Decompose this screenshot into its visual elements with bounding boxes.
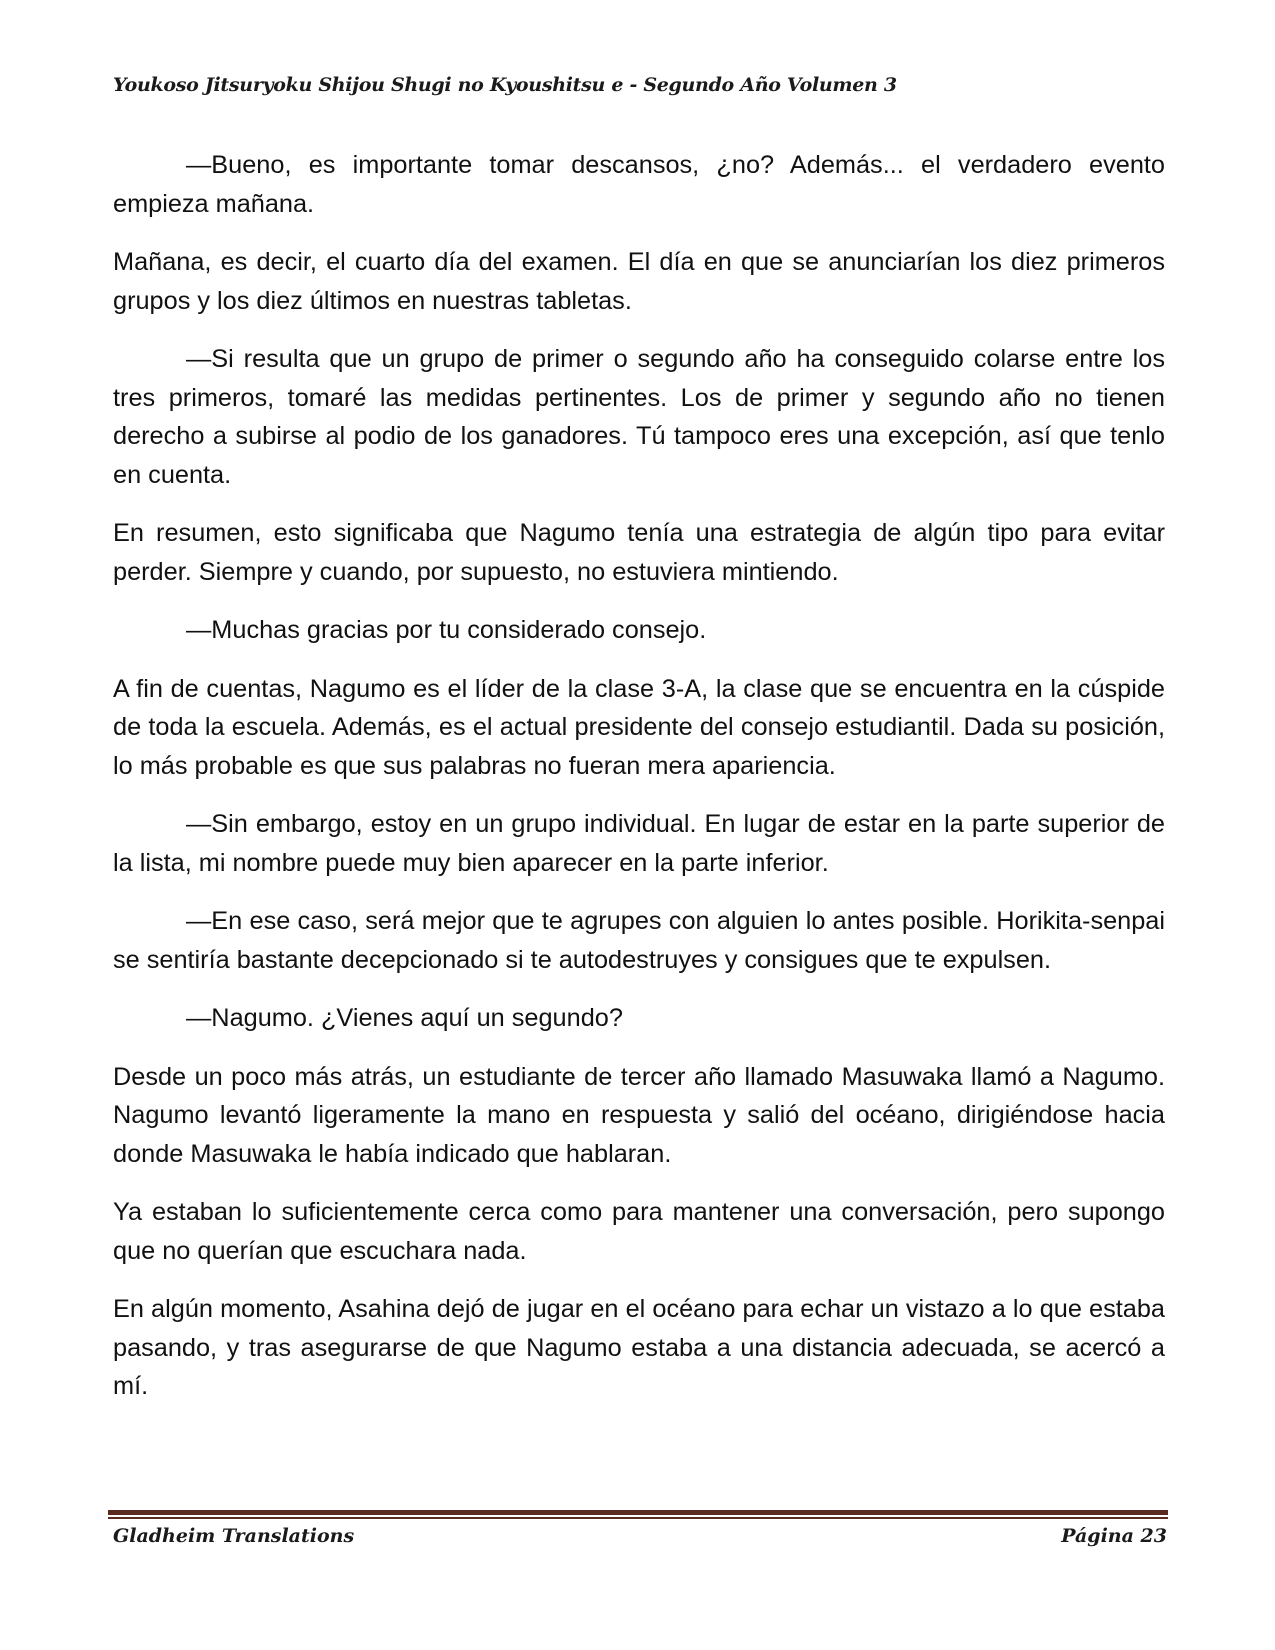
page-header-title: Youkoso Jitsuryoku Shijou Shugi no Kyoushitsu e - Segundo Año Volumen 3 [113,74,897,96]
paragraph: —Nagumo. ¿Vienes aquí un segundo? [186,1004,623,1032]
footer-divider-thin [108,1517,1168,1519]
paragraph: —Muchas gracias por tu considerado consejo. [186,616,707,644]
paragraph: —Bueno, es importante tomar descansos, ¿no? Además... el verdadero evento empieza mañana. [113,151,1165,218]
footer-divider-thick [108,1510,1168,1515]
footer-publisher: Gladheim Translations [113,1525,355,1547]
paragraph: Ya estaban lo suficientemente cerca como para mantener una conversación, pero supongo que no querían que escuchara nada. [113,1198,1165,1265]
paragraph: —En ese caso, será mejor que te agrupes con alguien lo antes posible. Horikita-senpai se sentiría bastante decepcionado si te autodestruyes y consigues que te expulsen. [113,907,1165,974]
paragraph: —Sin embargo, estoy en un grupo individual. En lugar de estar en la parte superior de la lista, mi nombre puede muy bien aparecer en la parte inferior. [113,810,1165,877]
page-body [113,146,1165,1426]
footer-divider [108,1510,1168,1520]
paragraph: A fin de cuentas, Nagumo es el líder de la clase 3-A, la clase que se encuentra en la cúspide de toda la escuela. Además, es el actual presidente del consejo estudiantil. Dada su posición, lo más probable es que sus palabras no fueran mera apariencia. [113,674,1165,780]
footer-page-number: Página 23 [1061,1525,1167,1547]
paragraph: Desde un poco más atrás, un estudiante de tercer año llamado Masuwaka llamó a Nagumo. Nagumo levantó ligeramente la mano en respuesta y salió del océano, dirigiéndose hacia donde Masuwaka le había indicado que hablaran. [113,1062,1165,1168]
paragraph: Mañana, es decir, el cuarto día del examen. El día en que se anunciarían los diez primeros grupos y los diez últimos en nuestras tabletas. [113,248,1165,315]
paragraph: En algún momento, Asahina dejó de jugar en el océano para echar un vistazo a lo que estaba pasando, y tras asegurarse de que Nagumo estaba a una distancia adecuada, se acercó a mí. [113,1295,1165,1400]
paragraph: —Si resulta que un grupo de primer o segundo año ha conseguido colarse entre los tres primeros, tomaré las medidas pertinentes. Los de primer y segundo año no tienen derecho a subirse al podio de los ganadores. Tú tampoco eres una excepción, así que tenlo en cuenta. [113,345,1165,489]
paragraph: En resumen, esto significaba que Nagumo tenía una estrategia de algún tipo para evitar perder. Siempre y cuando, por supuesto, no estuviera mintiendo. [113,519,1165,586]
